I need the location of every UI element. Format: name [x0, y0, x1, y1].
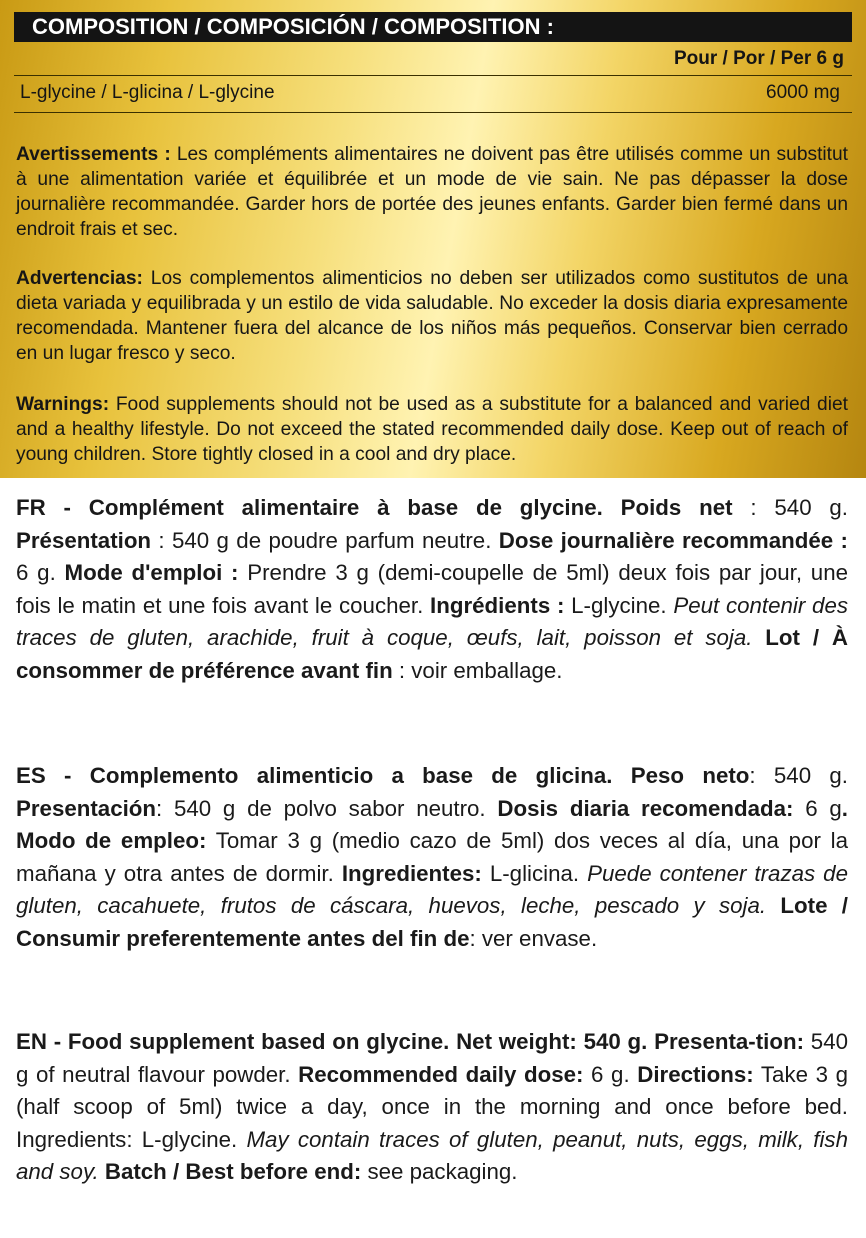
warning-fr — [16, 142, 848, 242]
fr-batch-text: : voir emballage. — [392, 657, 563, 683]
composition-header: COMPOSITION / COMPOSICIÓN / COMPOSITION : — [14, 12, 852, 42]
table-divider-top — [14, 75, 852, 76]
table-row — [20, 82, 840, 104]
warning-en-label: Warnings: — [16, 394, 110, 415]
fr-allergens: Peut contenir des traces de gluten, arachide, fruit à coque, œufs, lait, poisson et soja. — [16, 592, 848, 651]
ingredient-amount: 6000 mg — [766, 82, 840, 103]
fr-ingredients-text: L-glycine. — [564, 592, 674, 618]
es-allergens: Puede contener trazas de gluten, cacahuete, frutos de cáscara, huevos, leche, pescado y soja. — [16, 860, 848, 919]
es-presentation-text: : 540 g de polvo sabor neutro. — [156, 795, 498, 821]
warning-es-label: Advertencias: — [16, 268, 143, 289]
section-es — [16, 760, 848, 956]
fr-presentation-label: Présentation — [16, 527, 152, 553]
fr-net-weight: : 540 g. — [732, 495, 849, 520]
fr-directions-label: Mode d'emploi : — [64, 560, 239, 586]
es-batch-text: : ver envase. — [469, 925, 598, 951]
es-ingredients-label: Ingredientes: — [341, 860, 482, 886]
warning-es-text: Los complementos alimenticios no deben ser utilizados como sustitutos de una dieta variada y equilibrada y un estilo de vida saludable. No exceder la dosis diaria expresamente recomendada. Mantener fuera del alcance de los niños más pequeños. Conservar bien cerrado en un lugar fresco y seco. — [16, 268, 848, 364]
section-fr — [16, 492, 848, 688]
fr-ingredients-label: Ingrédients : — [430, 592, 565, 618]
en-directions-text: Take 3 g (half scoop of 5ml) twice a day, once in the morning and once before bed. Ingredients: L-glycine. — [16, 1061, 848, 1152]
en-title: EN - Food supplement based on glycine. Net weight: 540 g. Presenta-tion: — [16, 1029, 805, 1054]
en-dose-label: Recommended daily dose: — [298, 1061, 584, 1087]
en-batch-text: see packaging. — [361, 1159, 518, 1185]
es-batch-label: Lote / Consumir preferentemente antes del fin de — [16, 893, 848, 951]
es-presentation-label: Presentación — [16, 795, 157, 821]
es-net-weight: : 540 g. — [749, 763, 848, 788]
table-divider-bottom — [14, 112, 852, 113]
fr-dose-text: 6 g. — [16, 560, 65, 586]
es-ingredients-text: L-glicina. — [481, 860, 588, 886]
warning-fr-label: Avertissements : — [16, 144, 171, 165]
es-dose-label: Dosis diaria recomendada: — [497, 795, 794, 821]
en-allergens: May contain traces of gluten, peanut, nuts, eggs, milk, fish and soy. — [16, 1126, 848, 1185]
en-batch-label: Batch / Best before end: — [98, 1159, 362, 1185]
es-title: ES - Complemento alimenticio a base de glicina. Peso neto — [16, 763, 750, 788]
en-directions-label: Directions: — [637, 1061, 754, 1087]
fr-directions-text: Prendre 3 g (demi-coupelle de 5ml) deux fois par jour, une fois le matin et une fois avant le coucher. — [16, 560, 849, 618]
serving-size-label: Pour / Por / Per 6 g — [674, 48, 844, 69]
es-directions-label: . Modo de empleo: — [16, 795, 848, 854]
warning-en-text: Food supplements should not be used as a substitute for a balanced and varied diet and a healthy lifestyle. Do not exceed the stated recommended daily dose. Keep out of reach of young children. Store tightly closed in a cool and dry place. — [16, 394, 848, 465]
section-en — [16, 1026, 848, 1189]
fr-dose-label: Dose journalière recommandée : — [498, 527, 848, 553]
fr-presentation-text: : 540 g de poudre parfum neutre. — [151, 527, 499, 553]
en-dose-text: 6 g. — [583, 1061, 638, 1087]
warning-en — [16, 392, 848, 467]
ingredient-name: L-glycine / L-glicina / L-glycine — [20, 82, 275, 103]
fr-batch-label: Lot / À consommer de préférence avant fin — [16, 625, 848, 683]
warning-fr-text: Les compléments alimentaires ne doivent pas être utilisés comme un substitut à une alimentation variée et équilibrée et un mode de vie sain. Ne pas dépasser la dose journalière recommandée. Garder hors de portée des jeunes enfants. Garder bien fermé dans un endroit frais et sec. — [16, 144, 849, 240]
en-presentation-text: 540 g of neutral flavour powder. — [16, 1029, 848, 1087]
warning-es — [16, 266, 848, 366]
es-directions-text: Tomar 3 g (medio cazo de 5ml) dos veces al día, una por la mañana y otra antes de dormir. — [16, 828, 848, 886]
es-dose-text: 6 g — [793, 795, 842, 821]
fr-title: FR - Complément alimentaire à base de glycine. Poids net — [16, 495, 733, 520]
